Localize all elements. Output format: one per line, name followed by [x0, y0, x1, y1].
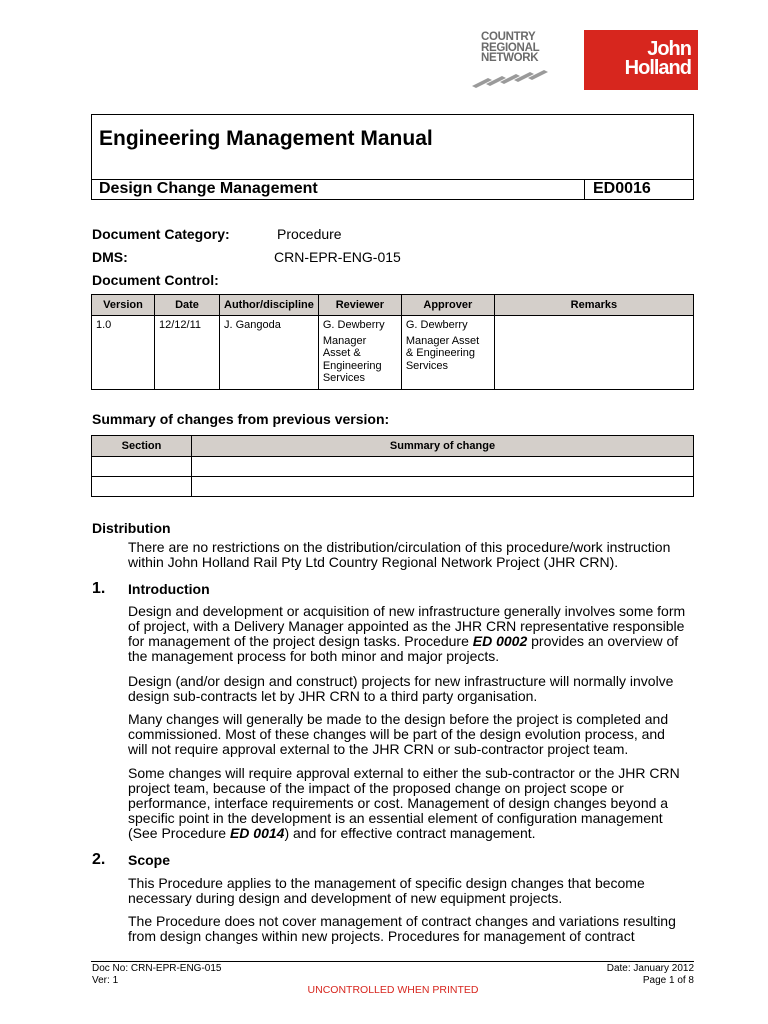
table-header: Remarks — [494, 295, 693, 316]
distribution-text — [128, 540, 670, 570]
changes-table — [91, 435, 694, 497]
rail-track-icon — [472, 30, 554, 90]
text-line — [128, 634, 685, 649]
text-span: for management of the project design tasks. Procedure — [128, 633, 473, 649]
reviewer-role-line: Manager — [322, 334, 367, 347]
text-line: Design (and/or design and construct) projects for new infrastructure will normally involve — [128, 673, 674, 689]
approver-role-line: Services — [405, 359, 449, 372]
footer-doc-no: Doc No: CRN-EPR-ENG-015 — [92, 963, 222, 974]
section-title: Scope — [128, 852, 171, 868]
title-column-divider — [584, 179, 585, 200]
text-line: The Procedure does not cover management of contract changes and variations resulting — [128, 913, 676, 929]
table-header: Version — [92, 295, 155, 316]
approver-name: G. Dewberry — [405, 319, 468, 331]
crn-logo-line: REGIONAL — [481, 41, 540, 54]
distribution-heading: Distribution — [92, 520, 171, 536]
table-row — [92, 477, 694, 497]
table-cell — [92, 477, 192, 497]
text-span: provides an overview of — [527, 633, 679, 649]
table-cell — [192, 477, 694, 497]
crn-logo-line: COUNTRY — [481, 31, 536, 43]
author-cell: J. Gangoda — [220, 316, 319, 390]
document-subtitle: Design Change Management — [99, 180, 318, 197]
date-cell: 12/12/11 — [155, 316, 220, 390]
footer-rule — [91, 961, 694, 962]
text-span: (See Procedure — [128, 825, 230, 841]
reviewer-role-line: Asset & — [322, 347, 361, 359]
text-line: from design changes within new projects. Procedures for management of contract — [128, 928, 635, 944]
table-header: Section — [92, 436, 192, 457]
approver-role-line: Manager Asset — [405, 334, 480, 347]
text-line: performance, interface requirements or cost. Management of design changes beyond a — [128, 795, 669, 811]
procedure-reference: ED 0002 — [472, 633, 528, 649]
remarks-cell — [494, 316, 693, 390]
scope-paragraph-1 — [128, 876, 645, 906]
section-number: 2. — [92, 851, 106, 868]
table-header: Summary of change — [192, 436, 694, 457]
text-line: Design and development or acquisition of new infrastructure generally involves some form — [128, 603, 686, 619]
text-line: project team, because of the impact of the proposed change on project scope or — [128, 780, 624, 796]
text-line: within John Holland Rail Pty Ltd Country Regional Network Project (JHR CRN). — [128, 554, 619, 570]
footer-version: Ver: 1 — [92, 975, 119, 986]
text-line: Many changes will generally be made to the design before the project is completed and — [128, 711, 669, 727]
text-line: of project, with a Delivery Manager appointed as the JHR CRN representative responsible — [128, 618, 685, 634]
changes-heading: Summary of changes from previous version: — [92, 411, 390, 427]
intro-paragraph-2 — [128, 674, 673, 704]
uncontrolled-notice: UNCONTROLLED WHEN PRINTED — [307, 984, 479, 996]
version-cell: 1.0 — [92, 316, 155, 390]
text-line: commissioned. Most of these changes will be part of the design evolution process, and — [128, 726, 665, 742]
table-header: Approver — [401, 295, 494, 316]
scope-paragraph-2 — [128, 914, 676, 944]
text-line: the management process for both minor and major projects. — [128, 648, 500, 664]
reviewer-role-line: Services — [322, 372, 366, 384]
category-value: Procedure — [277, 226, 342, 242]
reviewer-role-line: Engineering — [322, 359, 382, 372]
document-code: ED0016 — [593, 180, 651, 197]
crn-logo-line: NETWORK — [481, 52, 539, 64]
table-cell — [92, 457, 192, 477]
reviewer-name: G. Dewberry — [322, 319, 385, 331]
table-cell — [192, 457, 694, 477]
category-label: Document Category: — [92, 226, 230, 242]
text-line — [128, 826, 680, 841]
john-holland-logo — [584, 30, 698, 90]
approver-role-line: & Engineering — [405, 347, 475, 359]
text-line: specific point in the development is an essential element of configuration management — [128, 810, 663, 826]
intro-paragraph-1 — [128, 604, 685, 664]
text-line: necessary during design and development of new equipment projects. — [128, 890, 563, 906]
table-row — [92, 316, 694, 390]
text-line: will not require approval external to the JHR CRN or sub-contractor project team. — [128, 741, 629, 757]
document-control-table — [91, 294, 694, 390]
table-row — [92, 457, 694, 477]
text-line: This Procedure applies to the management of specific design changes that become — [128, 875, 645, 891]
dms-value: CRN-EPR-ENG-015 — [274, 249, 401, 265]
intro-paragraph-4 — [128, 766, 680, 841]
text-line: There are no restrictions on the distribution/circulation of this procedure/work instruction — [128, 539, 671, 555]
footer-page: Page 1 of 8 — [642, 975, 694, 986]
intro-paragraph-3 — [128, 712, 668, 757]
text-line: Some changes will require approval external to either the sub-contractor or the JHR CRN — [128, 765, 680, 781]
crn-logo — [472, 30, 554, 90]
footer-date: Date: January 2012 — [606, 963, 694, 974]
section-number: 1. — [92, 580, 106, 597]
table-header: Author/discipline — [220, 295, 319, 316]
dms-label: DMS: — [92, 249, 128, 265]
text-span: ) and for effective contract management. — [284, 825, 536, 841]
table-header: Date — [155, 295, 220, 316]
control-label: Document Control: — [92, 272, 219, 288]
table-header: Reviewer — [318, 295, 401, 316]
text-line: design sub-contracts let by JHR CRN to a third party organisation. — [128, 688, 538, 704]
procedure-reference: ED 0014 — [229, 825, 285, 841]
jh-logo-line: Holland — [624, 57, 691, 79]
manual-title: Engineering Management Manual — [99, 127, 433, 150]
jh-logo-line: John — [647, 38, 691, 60]
reviewer-cell — [318, 316, 401, 390]
section-title: Introduction — [128, 581, 210, 597]
approver-cell — [401, 316, 494, 390]
